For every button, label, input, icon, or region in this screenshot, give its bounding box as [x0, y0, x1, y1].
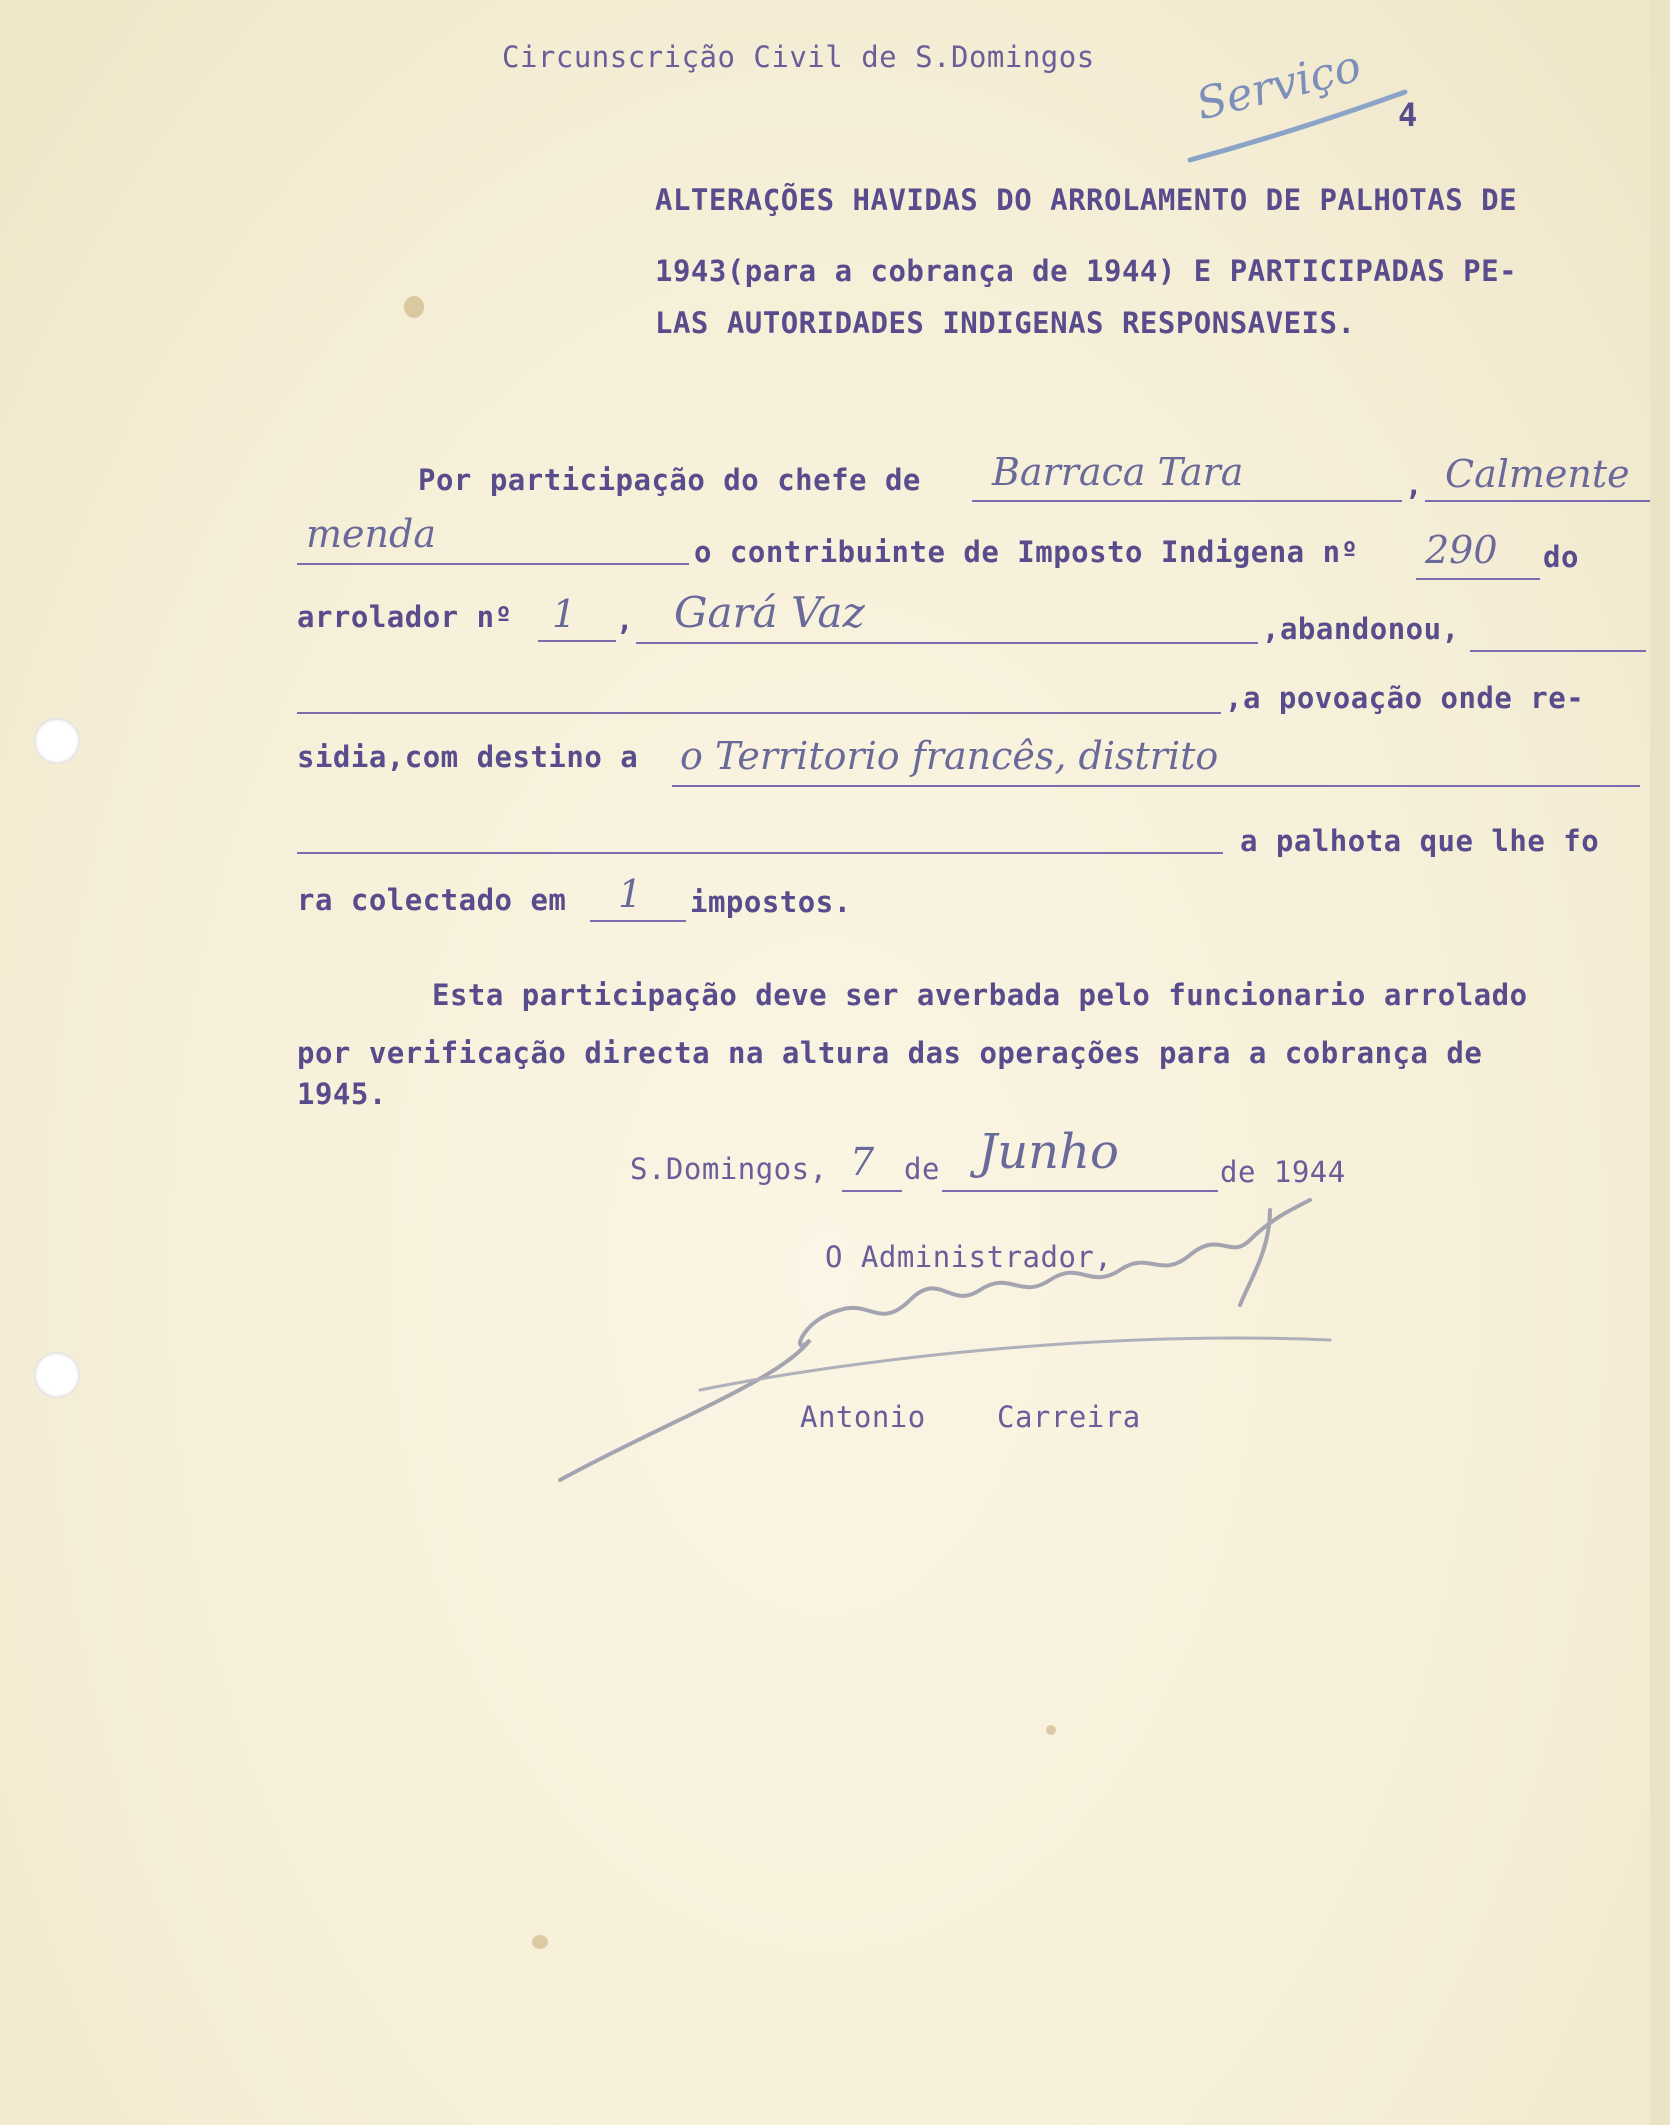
title-line-3: LAS AUTORIDADES INDIGENAS RESPONSAVEIS.	[655, 306, 1356, 340]
p1-line2-end: do	[1543, 540, 1579, 574]
destination-field	[672, 785, 1640, 787]
title-line-2: 1943(para a cobrança de 1944) E PARTICIPADAS PE-	[655, 254, 1518, 288]
chief-name: Barraca Tara	[992, 450, 1244, 494]
place-field-a	[1425, 500, 1650, 502]
p1-line5-prefix: sidia,com destino a	[297, 740, 639, 774]
p2-line-2: por verificação directa na altura das operações para a cobrança de	[297, 1036, 1483, 1070]
date-place: S.Domingos,	[630, 1152, 828, 1186]
signature-first-name: Antonio	[800, 1400, 926, 1434]
taxes-count: 1	[618, 872, 643, 916]
office-header: Circunscrição Civil de S.Domingos	[502, 40, 1095, 74]
taxpayer-number: 290	[1425, 528, 1498, 572]
p1-line3-comma: ,	[616, 603, 634, 637]
taxpayer-name: Gará Vaz	[674, 588, 865, 637]
signature-last-name: Carreira	[997, 1400, 1141, 1434]
date-de: de	[904, 1152, 940, 1186]
title-line-1: ALTERAÇÕES HAVIDAS DO ARROLAMENTO DE PALHOTAS DE	[655, 183, 1518, 217]
punch-hole-top	[34, 718, 80, 764]
signature-role: O Administrador,	[825, 1240, 1113, 1274]
blank-field	[297, 852, 1223, 854]
punch-hole-bottom	[34, 1352, 80, 1398]
extra-field	[1470, 650, 1646, 652]
p1-line7-prefix: ra colectado em	[297, 883, 567, 917]
destination: o Territorio francês, distrito	[680, 734, 1219, 778]
date-day: 7	[850, 1140, 875, 1184]
handwritten-signature	[550, 1190, 1450, 1490]
date-year: de 1944	[1220, 1155, 1346, 1189]
place-field-b	[297, 563, 689, 565]
p1-line3-prefix: arrolador nº	[297, 600, 513, 634]
page-edge	[1650, 0, 1670, 2125]
taxpayer-number-field	[1416, 578, 1540, 580]
p1-line4-end: ,a povoação onde re-	[1225, 681, 1585, 715]
chief-field	[972, 500, 1402, 502]
p2-line-1: Esta participação deve ser averbada pelo funcionario arrolado	[432, 978, 1528, 1012]
stain-mark	[1046, 1725, 1056, 1735]
taxes-count-field	[590, 920, 686, 922]
blank-field	[297, 712, 1221, 714]
arrolador-number: 1	[552, 592, 577, 636]
p1-line6-end: a palhota que lhe fo	[1240, 824, 1600, 858]
page-number: 4	[1398, 96, 1418, 134]
handwritten-mark: Serviço	[1191, 40, 1366, 131]
arrolador-number-field	[538, 640, 616, 642]
p1-line3-end: ,abandonou,	[1262, 612, 1460, 646]
taxpayer-name-field	[636, 642, 1258, 644]
p2-line-3: 1945.	[297, 1077, 387, 1111]
p1-line1-prefix: Por participação do chefe de	[418, 463, 921, 497]
p1-line2-text: o contribuinte de Imposto Indigena nº	[694, 535, 1359, 569]
place-name-a: Calmente	[1445, 452, 1630, 496]
p1-line7-end: impostos.	[690, 885, 852, 919]
stain-mark	[404, 296, 424, 318]
stain-mark	[532, 1935, 548, 1949]
p1-line1-comma: ,	[1405, 468, 1423, 502]
date-month: Junho	[978, 1124, 1119, 1180]
place-name-b: menda	[306, 512, 436, 556]
